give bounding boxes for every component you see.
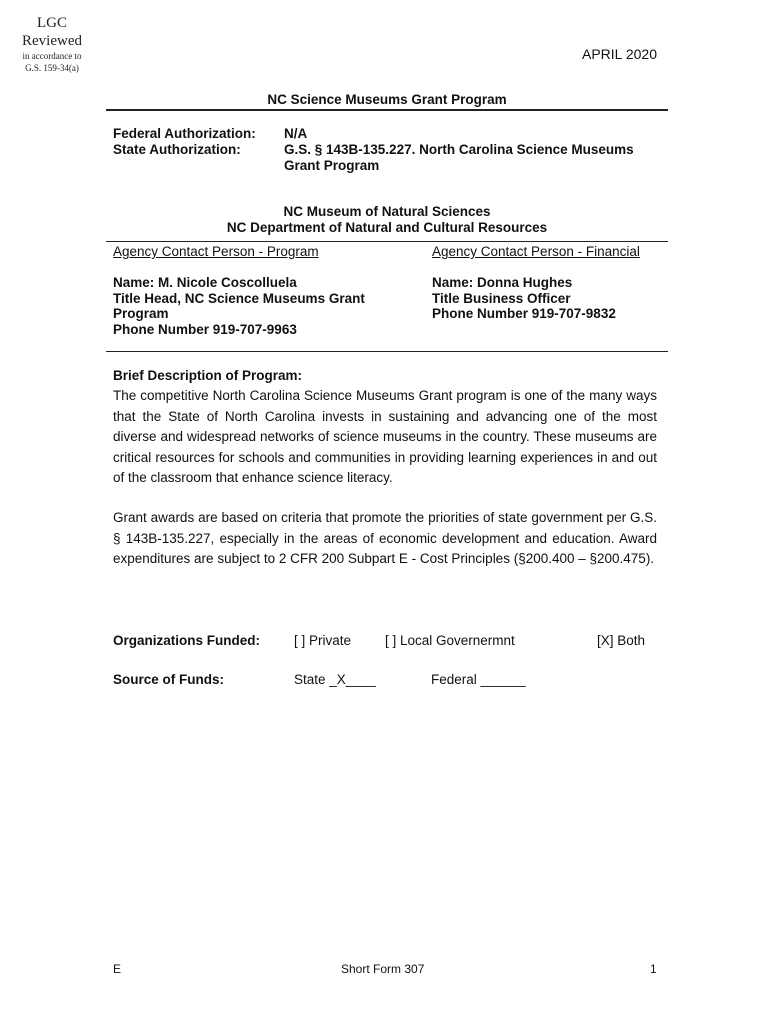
footer-left: E <box>113 962 122 976</box>
federal-authorization-value: N/A <box>284 126 308 141</box>
program-contact-name: Name: M. Nicole Coscolluela <box>113 275 297 290</box>
financial-contact-phone: Phone Number 919-707-9832 <box>432 306 616 321</box>
program-contact-title-cont: Program <box>113 306 169 321</box>
page-number: 1 <box>650 962 657 976</box>
program-contact-heading: Agency Contact Person - Program <box>113 244 319 259</box>
contacts-top-divider <box>106 241 668 242</box>
document-date: APRIL 2020 <box>582 46 657 62</box>
local-government-checkbox[interactable]: [ ] Local Governermnt <box>385 633 515 648</box>
federal-funds-field[interactable]: Federal ______ <box>431 672 526 687</box>
stamp-line-2: Reviewed <box>22 33 82 49</box>
state-authorization-label: State Authorization: <box>113 142 241 157</box>
state-funds-field[interactable]: State _X____ <box>294 672 376 687</box>
state-authorization-value-2: Grant Program <box>284 158 380 173</box>
financial-contact-heading: Agency Contact Person - Financial <box>432 244 640 259</box>
program-contact-title: Title Head, NC Science Museums Grant <box>113 291 365 306</box>
footer-form-name: Short Form 307 <box>341 962 425 976</box>
stamp-line-4: G.S. 159-34(a) <box>25 63 79 73</box>
organizations-funded-label: Organizations Funded: <box>113 633 260 648</box>
federal-authorization-label: Federal Authorization: <box>113 126 256 141</box>
description-paragraph-2: Grant awards are based on criteria that promote the priorities of state government per G.S. § 143B-135.227, especially in the areas of economic development and education. Award expenditures are subject to 2 CFR 200 Subpart E - Cost Principles (§200.400 – §200.475). <box>113 510 657 566</box>
department-name: NC Department of Natural and Cultural Resources <box>226 220 548 235</box>
title-divider <box>106 109 668 111</box>
program-contact-phone: Phone Number 919-707-9963 <box>113 322 297 337</box>
financial-contact-title: Title Business Officer <box>432 291 571 306</box>
private-checkbox[interactable]: [ ] Private <box>294 633 352 648</box>
lgc-review-stamp <box>8 14 96 74</box>
both-checkbox[interactable]: [X] Both <box>597 633 646 648</box>
contacts-bottom-divider <box>106 351 668 352</box>
page-title: NC Science Museums Grant Program <box>267 92 507 107</box>
source-of-funds-label: Source of Funds: <box>113 672 224 687</box>
state-authorization-value-1: G.S. § 143B-135.227. North Carolina Science Museums <box>284 142 634 157</box>
financial-contact-name: Name: Donna Hughes <box>432 275 573 290</box>
stamp-line-3: in accordance to <box>22 51 82 61</box>
stamp-line-1: LGC <box>37 15 67 31</box>
agency-name: NC Museum of Natural Sciences <box>283 204 491 219</box>
description-heading: Brief Description of Program: <box>113 368 303 383</box>
description-paragraph-1: The competitive North Carolina Science Museums Grant program is one of the many ways that the State of North Carolina invests in sustaining and advancing one of the most diverse and widespread networks of science museums in the country. These museums are critical resources for schools and communities in providing learning experiences in and out of the classroom that enhance science literacy. <box>113 388 657 485</box>
